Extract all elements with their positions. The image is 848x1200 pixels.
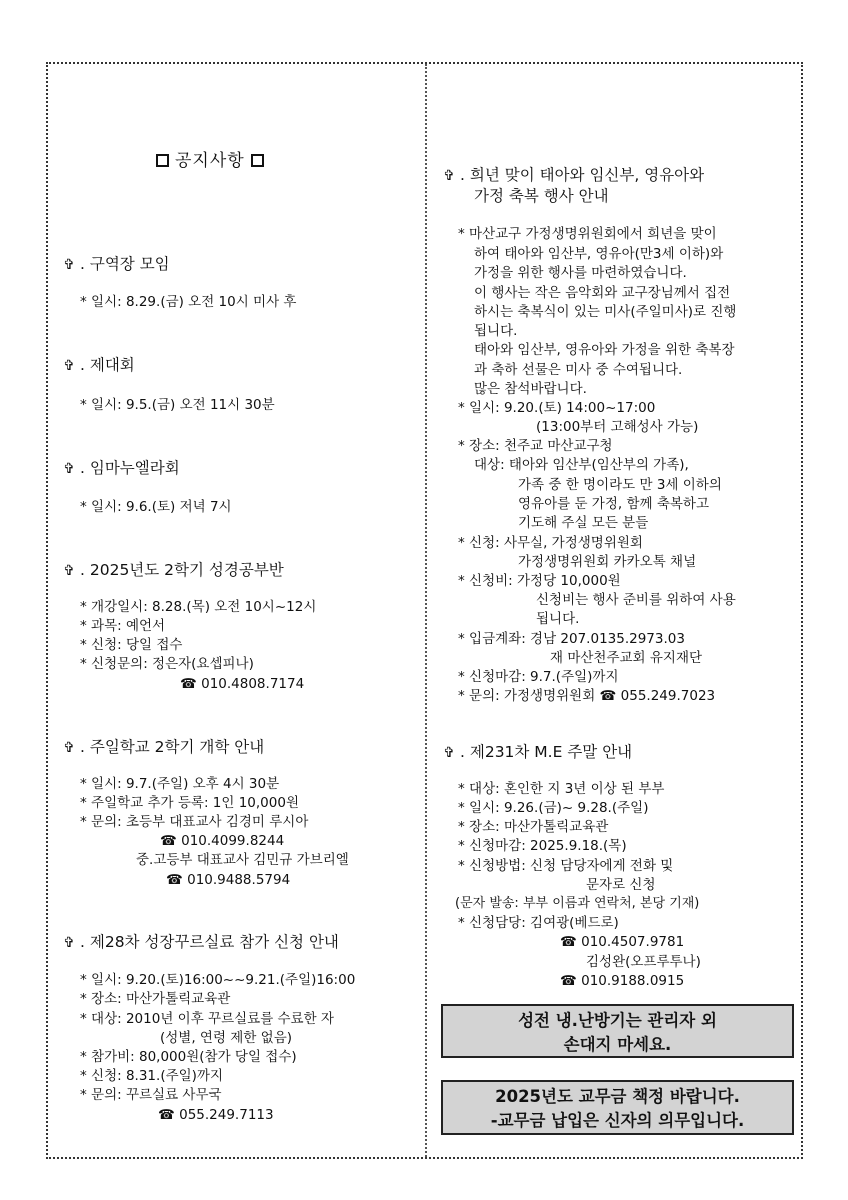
list-item: ☎ 010.9188.0915 (560, 973, 685, 989)
list-item: * 장소: 천주교 마산교구청 (458, 438, 613, 454)
cross-icon: ✞ (63, 358, 75, 374)
section-heading: ✞ . 2025년도 2학기 성경공부반 (63, 561, 284, 579)
square-icon (156, 154, 169, 167)
list-item: * 신청담당: 김여광(베드로) (458, 915, 619, 931)
list-item: 가정을 위한 행사를 마련하였습니다. (474, 265, 687, 281)
list-item: 문자로 신청 (586, 877, 656, 893)
list-item: * 문의: 꾸르실료 사무국 (80, 1087, 222, 1103)
cross-icon: ✞ (63, 461, 75, 477)
cross-icon: ✞ (63, 740, 75, 756)
list-item: 됩니다. (536, 611, 580, 627)
column-divider (425, 64, 427, 1157)
list-item: 됩니다. (474, 323, 518, 339)
cross-icon: ✞ (63, 257, 75, 273)
section-heading: ✞ . 임마누엘라회 (63, 459, 180, 477)
list-item: * 대상: 2010년 이후 꾸르실료를 수료한 자 (80, 1011, 334, 1027)
list-item: 신청비는 행사 준비를 위하여 사용 (536, 592, 736, 608)
list-item: * 신청: 8.31.(주일)까지 (80, 1068, 224, 1084)
list-item: 많은 참석바랍니다. (474, 381, 587, 397)
list-item: 하여 태아와 임산부, 영유아(만3세 이하)와 (474, 246, 724, 262)
list-item: * 신청: 당일 접수 (80, 637, 183, 653)
section-heading: ✞ . 구역장 모임 (63, 255, 170, 273)
list-item: 과 축하 선물은 미사 중 수여됩니다. (474, 362, 683, 378)
list-item: * 문의: 초등부 대표교사 김경미 루시아 (80, 814, 309, 830)
cross-icon: ✞ (443, 745, 455, 761)
list-item: * 문의: 가정생명위원회 ☎ 055.249.7023 (458, 688, 716, 704)
list-item: * 일시: 9.6.(토) 저녁 7시 (80, 499, 232, 515)
list-item: * 일시: 9.26.(금)~ 9.28.(주일) (458, 800, 649, 816)
list-item: 가족 중 한 명이라도 만 3세 이하의 (518, 477, 722, 493)
notice-title-text: 공지사항 (175, 151, 245, 171)
list-item: * 신청비: 가정당 10,000원 (458, 573, 621, 589)
list-item: 기도해 주실 모든 분들 (518, 515, 649, 531)
list-item: 하시는 축복식이 있는 미사(주일미사)로 진행 (474, 304, 737, 320)
list-item: * 신청방법: 신청 담당자에게 전화 및 (458, 858, 674, 874)
list-item: 중.고등부 대표교사 김민규 가브리엘 (136, 852, 349, 868)
list-item: * 일시: 9.7.(주일) 오후 4시 30분 (80, 776, 280, 792)
list-item: * 신청마감: 9.7.(주일)까지 (458, 669, 619, 685)
list-item: * 장소: 마산가톨릭교육관 (458, 819, 609, 835)
list-item: ☎ 010.4099.8244 (160, 833, 285, 849)
section-heading: ✞ . 제28차 성장꾸르실료 참가 신청 안내 (63, 933, 339, 951)
notice-title (150, 146, 270, 171)
list-item: 영유아를 둔 가정, 함께 축복하고 (518, 496, 709, 512)
list-item: * 일시: 9.20.(토) 14:00~17:00 (458, 400, 656, 416)
notice-box-aircon: 성전 냉.난방기는 관리자 외 손대지 마세요. (441, 1004, 794, 1058)
section-heading: ✞ . 희년 맞이 태아와 임신부, 영유아와 (443, 166, 705, 184)
list-item: 태아와 임산부, 영유아와 가정을 위한 축복장 (474, 342, 735, 358)
notice-box-tithe: 2025년도 교무금 책정 바랍니다. -교무금 납입은 신자의 의무입니다. (441, 1080, 794, 1135)
list-item: * 일시: 9.5.(금) 오전 11시 30분 (80, 397, 275, 413)
list-item: 김성완(오프루투나) (586, 954, 701, 970)
list-item: * 입금계좌: 경남 207.0135.2973.03 (458, 631, 685, 647)
list-item: * 신청마감: 2025.9.18.(목) (458, 838, 627, 854)
list-item: * 신청: 사무실, 가정생명위원회 (458, 535, 643, 551)
list-item: * 일시: 9.20.(토)16:00~~9.21.(주일)16:00 (80, 972, 356, 988)
square-icon (251, 154, 264, 167)
cross-icon: ✞ (63, 563, 75, 579)
list-item: (성별, 연령 제한 없음) (160, 1030, 293, 1046)
list-item: 이 행사는 작은 음악회와 교구장님께서 집전 (474, 285, 731, 301)
list-item: * 마산교구 가정생명위원회에서 희년을 맞이 (458, 226, 717, 242)
list-item: * 주일학교 추가 등록: 1인 10,000원 (80, 795, 299, 811)
list-item: ☎ 010.4808.7174 (180, 676, 305, 692)
section-heading-cont: 가정 축복 행사 안내 (474, 187, 609, 205)
list-item: ☎ 010.4507.9781 (560, 934, 685, 950)
list-item: (13:00부터 고해성사 가능) (536, 419, 699, 435)
list-item: 대상: 태아와 임산부(임산부의 가족), (474, 457, 689, 473)
list-item: ☎ 010.9488.5794 (166, 872, 291, 888)
list-item: 재 마산천주교회 유지재단 (550, 650, 703, 666)
list-item: * 과목: 예언서 (80, 618, 166, 634)
section-heading: ✞ . 제대회 (63, 356, 135, 374)
list-item: (문자 발송: 부부 이름과 연락처, 본당 기재) (455, 896, 700, 911)
section-heading: ✞ . 주일학교 2학기 개학 안내 (63, 738, 265, 756)
list-item: 가정생명위원회 카카오톡 채널 (518, 554, 697, 570)
list-item: * 개강일시: 8.28.(목) 오전 10시~12시 (80, 599, 317, 615)
list-item: * 참가비: 80,000원(참가 당일 접수) (80, 1049, 297, 1065)
cross-icon: ✞ (63, 935, 75, 951)
list-item: * 일시: 8.29.(금) 오전 10시 미사 후 (80, 294, 297, 310)
section-heading: ✞ . 제231차 M.E 주말 안내 (443, 743, 633, 761)
list-item: * 신청문의: 정은자(요셉피나) (80, 656, 254, 672)
list-item: * 대상: 혼인한 지 3년 이상 된 부부 (458, 781, 665, 797)
cross-icon: ✞ (443, 168, 455, 184)
list-item: * 장소: 마산가톨릭교육관 (80, 991, 231, 1007)
list-item: ☎ 055.249.7113 (158, 1107, 274, 1123)
